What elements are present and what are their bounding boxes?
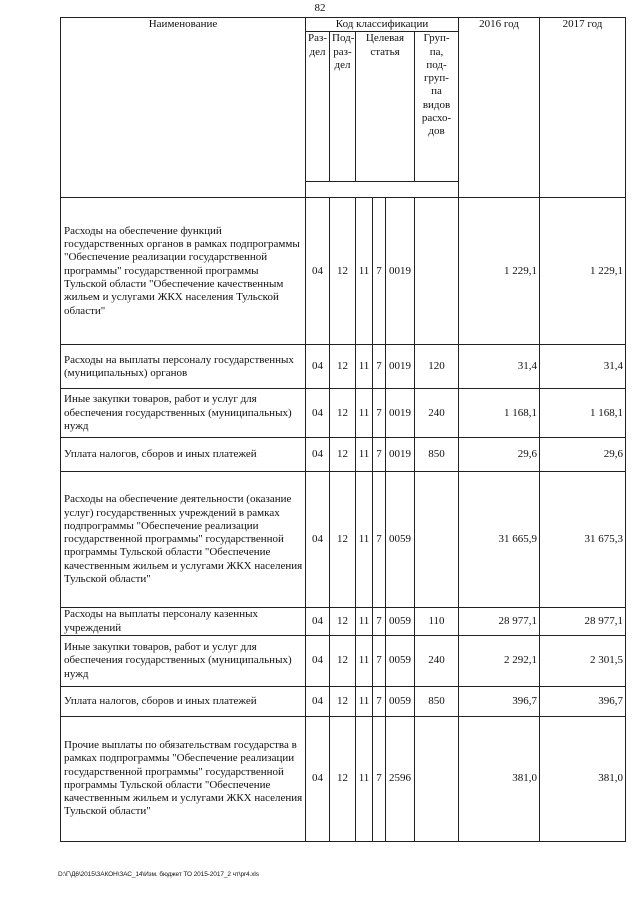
table-row xyxy=(61,438,626,472)
row-target-part1: 11 xyxy=(356,198,373,345)
row-target-part1: 11 xyxy=(356,438,373,472)
row-podrazdel: 12 xyxy=(330,608,356,636)
row-razdel: 04 xyxy=(306,438,330,472)
row-podrazdel: 12 xyxy=(330,635,356,686)
table-row xyxy=(61,635,626,686)
table-row xyxy=(61,608,626,636)
row-podrazdel: 12 xyxy=(330,716,356,841)
row-name: Иные закупки товаров, работ и услуг для обеспечения государственных (муниципальных) нужд xyxy=(61,389,306,438)
row-amount-2017: 31 675,3 xyxy=(540,472,626,608)
row-target-part2: 7 xyxy=(373,472,386,608)
row-expense-group xyxy=(415,472,459,608)
row-expense-group xyxy=(415,716,459,841)
row-razdel: 04 xyxy=(306,345,330,389)
table-row xyxy=(61,389,626,438)
row-amount-2017: 396,7 xyxy=(540,686,626,716)
row-target-part2: 7 xyxy=(373,389,386,438)
row-razdel: 04 xyxy=(306,686,330,716)
row-amount-2017: 31,4 xyxy=(540,345,626,389)
row-name: Расходы на выплаты персоналу казенных учреждений xyxy=(61,608,306,636)
table-row xyxy=(61,472,626,608)
header-razdel: Раз- дел xyxy=(306,32,330,182)
table-row xyxy=(61,716,626,841)
row-target-part1: 11 xyxy=(356,608,373,636)
header-podrazdel: Под- раз- дел xyxy=(330,32,356,182)
row-target-part2: 7 xyxy=(373,716,386,841)
row-name: Расходы на обеспечение функций государственных органов в рамках подпрограммы "Обеспечение реализации государственной программы" государственной программы Тульской области "Обеспечение качественным жильем и услугами ЖКХ населения Тульской области" xyxy=(61,198,306,345)
row-amount-2016: 31 665,9 xyxy=(459,472,540,608)
header-year-2017: 2017 год xyxy=(540,18,626,198)
row-razdel: 04 xyxy=(306,472,330,608)
row-podrazdel: 12 xyxy=(330,198,356,345)
row-name: Прочие выплаты по обязательствам государства в рамках подпрограммы "Обеспечение реализации государственной программы" государственной программы Тульской области "Обеспечение качественным жильем и услугами ЖКХ населения Тульской области" xyxy=(61,716,306,841)
row-target-part3: 0059 xyxy=(386,635,415,686)
row-amount-2017: 381,0 xyxy=(540,716,626,841)
row-podrazdel: 12 xyxy=(330,438,356,472)
row-amount-2017: 29,6 xyxy=(540,438,626,472)
row-amount-2017: 2 301,5 xyxy=(540,635,626,686)
row-expense-group: 240 xyxy=(415,389,459,438)
row-target-part3: 0059 xyxy=(386,686,415,716)
row-target-part3: 0019 xyxy=(386,438,415,472)
header-year-2016: 2016 год xyxy=(459,18,540,198)
row-expense-group: 120 xyxy=(415,345,459,389)
row-target-part2: 7 xyxy=(373,345,386,389)
row-target-part1: 11 xyxy=(356,472,373,608)
row-razdel: 04 xyxy=(306,389,330,438)
row-name: Расходы на обеспечение деятельности (оказание услуг) государственных учреждений в рамках подпрограммы "Обеспечение реализации государственной программы" государственной программы Тульской области "Обеспечение качественным жильем и услугами ЖКХ населения Тульской области" xyxy=(61,472,306,608)
row-amount-2016: 381,0 xyxy=(459,716,540,841)
row-amount-2017: 28 977,1 xyxy=(540,608,626,636)
row-amount-2016: 2 292,1 xyxy=(459,635,540,686)
table-row xyxy=(61,686,626,716)
row-expense-group: 850 xyxy=(415,686,459,716)
row-target-part1: 11 xyxy=(356,716,373,841)
row-target-part2: 7 xyxy=(373,686,386,716)
row-razdel: 04 xyxy=(306,608,330,636)
row-expense-group: 110 xyxy=(415,608,459,636)
row-razdel: 04 xyxy=(306,716,330,841)
row-podrazdel: 12 xyxy=(330,686,356,716)
row-target-part1: 11 xyxy=(356,635,373,686)
row-target-part2: 7 xyxy=(373,608,386,636)
row-amount-2017: 1 168,1 xyxy=(540,389,626,438)
row-podrazdel: 12 xyxy=(330,472,356,608)
row-podrazdel: 12 xyxy=(330,389,356,438)
row-target-part3: 0019 xyxy=(386,198,415,345)
row-target-part3: 0059 xyxy=(386,608,415,636)
row-amount-2016: 1 229,1 xyxy=(459,198,540,345)
row-amount-2016: 396,7 xyxy=(459,686,540,716)
row-target-part3: 2596 xyxy=(386,716,415,841)
row-amount-2016: 28 977,1 xyxy=(459,608,540,636)
row-razdel: 04 xyxy=(306,635,330,686)
row-amount-2017: 1 229,1 xyxy=(540,198,626,345)
row-expense-group xyxy=(415,198,459,345)
row-target-part1: 11 xyxy=(356,345,373,389)
row-name: Иные закупки товаров, работ и услуг для обеспечения государственных (муниципальных) нужд xyxy=(61,635,306,686)
row-target-part3: 0059 xyxy=(386,472,415,608)
row-target-part2: 7 xyxy=(373,635,386,686)
row-name: Уплата налогов, сборов и иных платежей xyxy=(61,686,306,716)
row-amount-2016: 29,6 xyxy=(459,438,540,472)
row-target-part2: 7 xyxy=(373,438,386,472)
header-expense-group: Груп- па, под- груп- па видов расхо- дов xyxy=(415,32,459,182)
row-expense-group: 240 xyxy=(415,635,459,686)
row-target-part1: 11 xyxy=(356,389,373,438)
header-name: Наименование xyxy=(61,18,306,198)
row-target-part3: 0019 xyxy=(386,345,415,389)
table-row xyxy=(61,345,626,389)
row-name: Уплата налогов, сборов и иных платежей xyxy=(61,438,306,472)
row-target-part1: 11 xyxy=(356,686,373,716)
row-expense-group: 850 xyxy=(415,438,459,472)
row-amount-2016: 1 168,1 xyxy=(459,389,540,438)
row-amount-2016: 31,4 xyxy=(459,345,540,389)
table-row xyxy=(61,198,626,345)
row-target-part3: 0019 xyxy=(386,389,415,438)
header-classification: Код классификации xyxy=(306,18,459,32)
row-name: Расходы на выплаты персоналу государственных (муниципальных) органов xyxy=(61,345,306,389)
row-razdel: 04 xyxy=(306,198,330,345)
file-path-footer: D:\Г\Д6\2015\ЗАКОН\ЗАС_14\Изм. бюджет ТО 2015-2017_2 чт\pr4.xls xyxy=(58,871,259,878)
page-number: 82 xyxy=(314,2,326,14)
header-target-article: Целевая статья xyxy=(356,32,415,182)
budget-table xyxy=(60,17,626,842)
row-podrazdel: 12 xyxy=(330,345,356,389)
row-target-part2: 7 xyxy=(373,198,386,345)
